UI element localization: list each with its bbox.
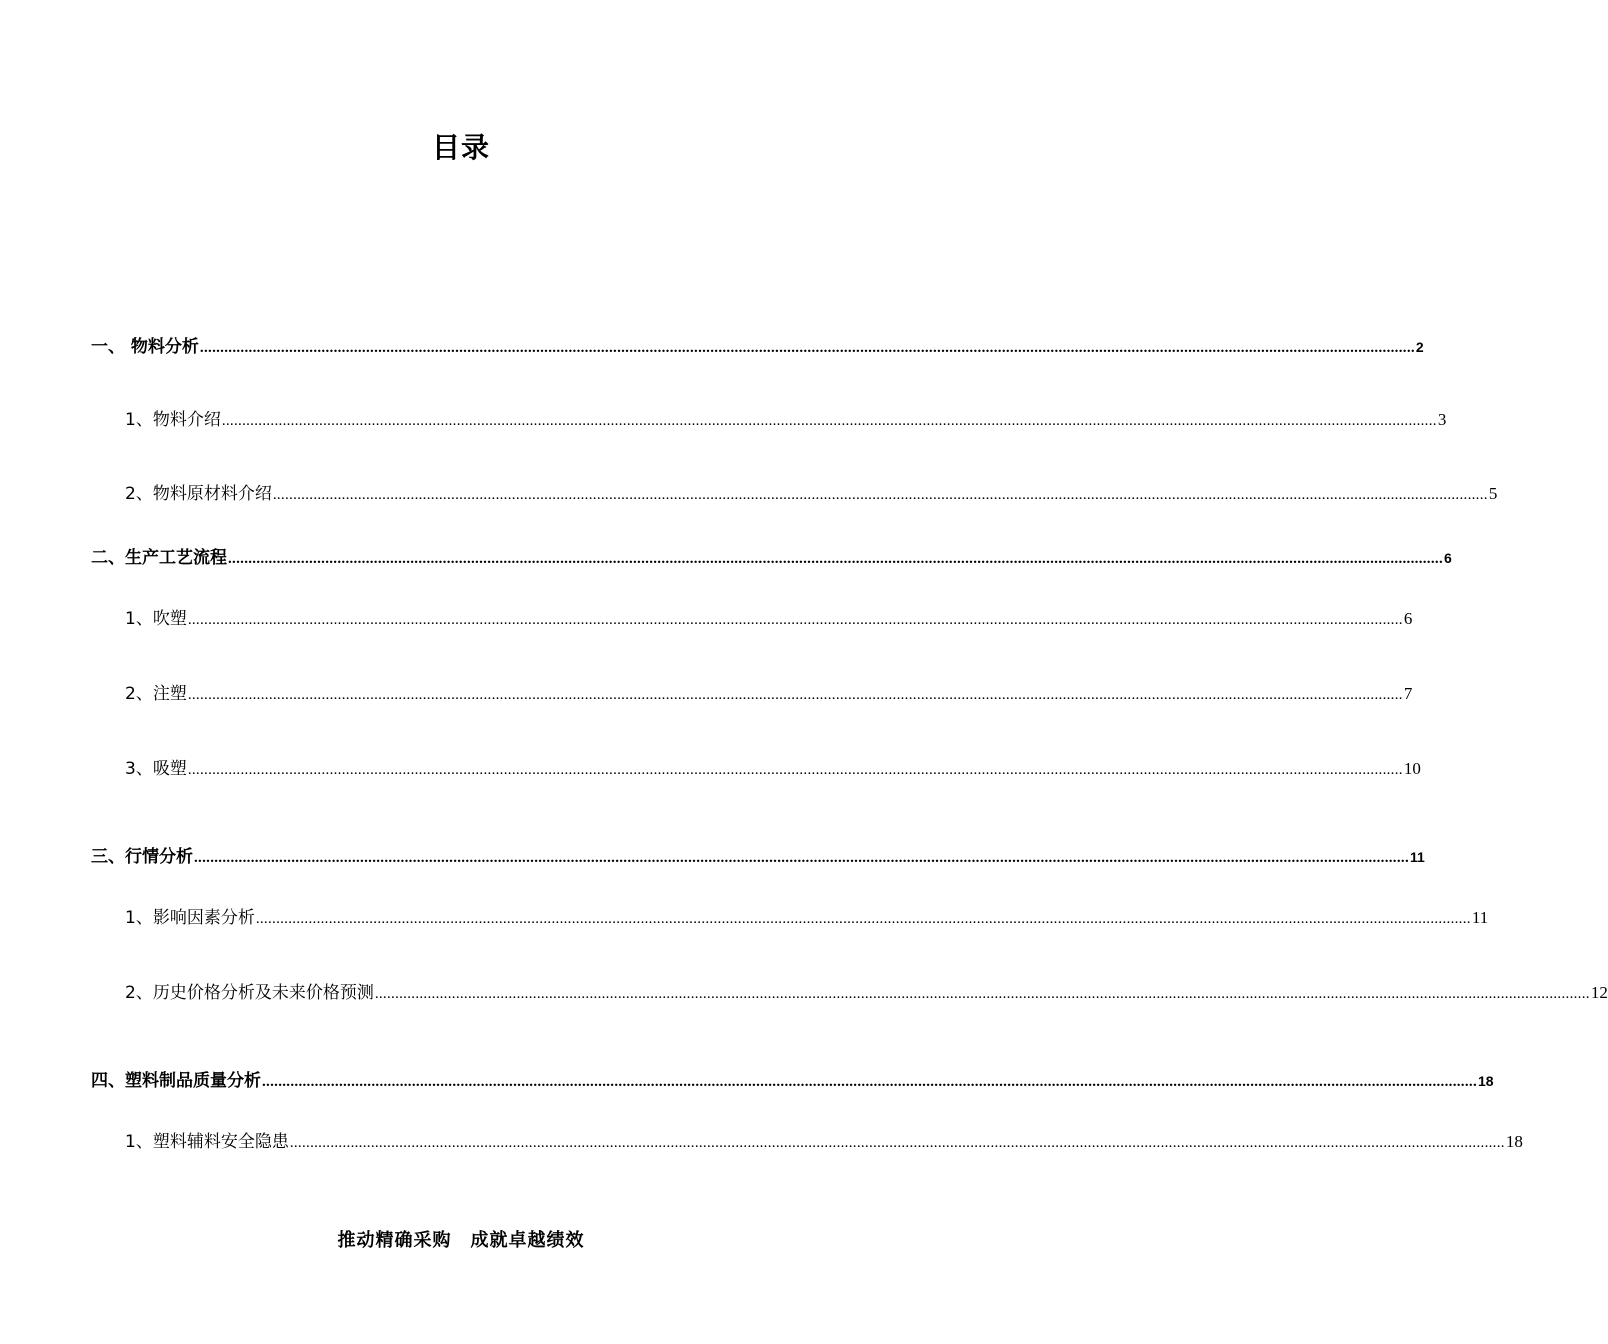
document-title: 目录 [431, 131, 490, 164]
toc-page-number: 18 [1505, 1132, 1523, 1151]
toc-entry-market-analysis[interactable] [91, 842, 1425, 867]
toc-entry-label: 四、塑料制品质量分析 [91, 1071, 261, 1091]
toc-entry-production-process[interactable] [91, 543, 1452, 568]
toc-page-number: 11 [1410, 849, 1425, 865]
toc-entry-label: 2、物料原材料介绍 [125, 484, 272, 504]
toc-entry-material-analysis[interactable] [91, 332, 1424, 357]
toc-entry-quality-analysis[interactable] [91, 1066, 1494, 1091]
toc-dot-leader: ............................................................................................................................................................................................................................................................................................................ [187, 612, 1403, 628]
toc-entry-label: 2、历史价格分析及未来价格预测 [125, 983, 374, 1003]
toc-entry-label: 一、 物料分析 [91, 337, 199, 357]
toc-entry-label: 二、生产工艺流程 [91, 548, 227, 568]
toc-entry-label: 1、吹塑 [125, 609, 187, 629]
toc-dot-leader: ............................................................................................................................................................................................................................................................................................................ [262, 1074, 1477, 1090]
toc-dot-leader: ............................................................................................................................................................................................................................................................................................................ [255, 911, 1471, 927]
toc-entry-influencing-factors[interactable] [125, 903, 1489, 928]
toc-page-number: 11 [1471, 908, 1489, 927]
toc-page-number: 2 [1415, 339, 1424, 355]
toc-dot-leader: ............................................................................................................................................................................................................................................................................................................ [289, 1135, 1505, 1151]
toc-page-number: 10 [1403, 759, 1421, 778]
toc-entry-label: 三、行情分析 [91, 847, 193, 867]
toc-entry-raw-material-intro[interactable] [125, 479, 1498, 504]
toc-entry-price-history-forecast[interactable] [125, 978, 1608, 1003]
toc-entry-label: 2、注塑 [125, 684, 187, 704]
toc-entry-label: 1、物料介绍 [125, 410, 221, 430]
toc-page-number: 3 [1437, 410, 1447, 429]
toc-dot-leader: ............................................................................................................................................................................................................................................................................................................ [187, 762, 1403, 778]
toc-dot-leader: ............................................................................................................................................................................................................................................................................................................ [221, 413, 1437, 429]
page-footer-slogan: 推动精确采购 成就卓越绩效 [337, 1230, 585, 1251]
toc-entry-blow-molding[interactable] [125, 604, 1413, 629]
toc-page-number: 5 [1488, 484, 1498, 503]
toc-dot-leader: ............................................................................................................................................................................................................................................................................................................ [199, 340, 1415, 356]
toc-page-number: 7 [1403, 684, 1413, 703]
toc-dot-leader: ............................................................................................................................................................................................................................................................................................................ [228, 551, 1443, 567]
toc-entry-label: 1、影响因素分析 [125, 908, 255, 928]
toc-entry-injection-molding[interactable] [125, 679, 1413, 704]
toc-entry-additive-safety[interactable] [125, 1127, 1523, 1152]
toc-dot-leader: ............................................................................................................................................................................................................................................................................................................ [374, 986, 1590, 1002]
toc-entry-thermoforming[interactable] [125, 754, 1421, 779]
toc-dot-leader: ............................................................................................................................................................................................................................................................................................................ [187, 687, 1403, 703]
toc-entry-label: 3、吸塑 [125, 759, 187, 779]
toc-page-number: 18 [1478, 1073, 1494, 1089]
toc-dot-leader: ............................................................................................................................................................................................................................................................................................................ [272, 487, 1488, 503]
toc-entry-material-intro[interactable] [125, 405, 1447, 430]
toc-page-number: 6 [1444, 550, 1452, 566]
toc-page-number: 6 [1403, 609, 1413, 628]
toc-entry-label: 1、塑料辅料安全隐患 [125, 1132, 289, 1152]
toc-page-number: 12 [1590, 983, 1608, 1002]
toc-dot-leader: ............................................................................................................................................................................................................................................................................................................ [194, 850, 1409, 866]
